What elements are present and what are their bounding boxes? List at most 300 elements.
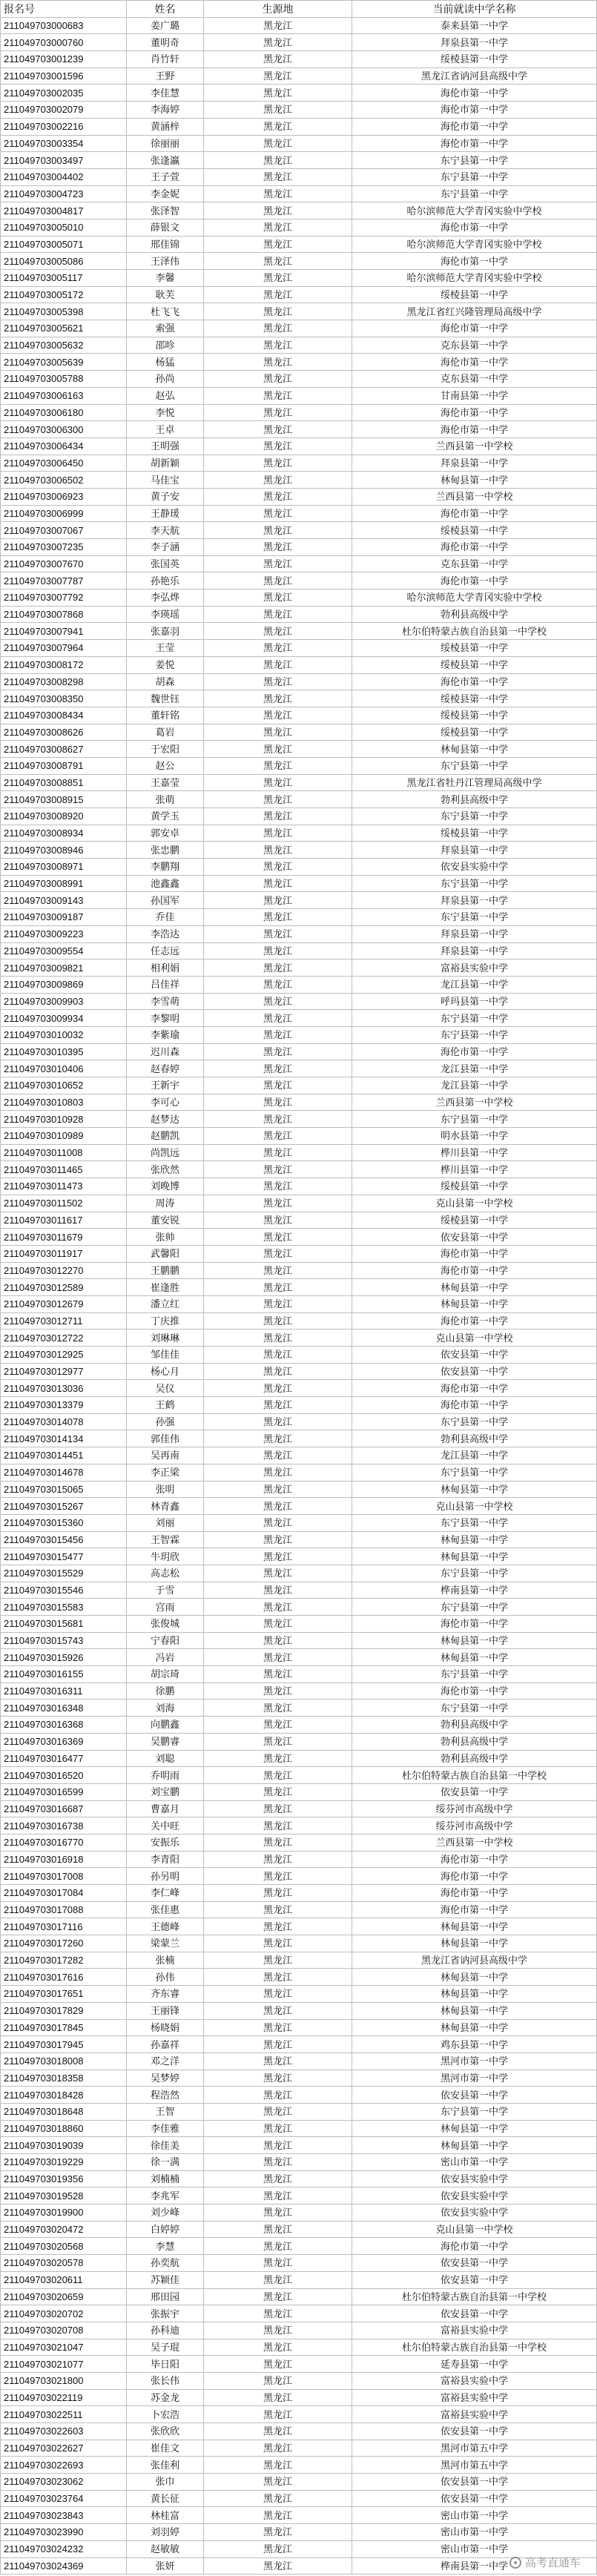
table-row — [1, 1868, 597, 1885]
cell-name: 王嘉莹 — [127, 775, 204, 791]
cell-registration-number: 211049703010395 — [1, 1044, 127, 1060]
cell-name: 吴子琨 — [127, 2339, 204, 2356]
cell-name: 索强 — [127, 320, 204, 337]
table-row — [1, 943, 597, 960]
cell-school: 东宁县第一中学 — [352, 1111, 597, 1127]
cell-school: 依安县第一中学 — [352, 2491, 597, 2507]
cell-school: 克山县第一中学校 — [352, 1330, 597, 1346]
cell-origin: 黑龙江 — [204, 85, 352, 101]
cell-name: 李仁峰 — [127, 1885, 204, 1901]
cell-registration-number: 211049703006502 — [1, 472, 127, 488]
cell-origin: 黑龙江 — [204, 2222, 352, 2238]
cell-school: 依安县第一中学 — [352, 2305, 597, 2322]
cell-name: 梁蒙兰 — [127, 1935, 204, 1952]
cell-registration-number: 211049703011465 — [1, 1161, 127, 1178]
cell-school: 杜尔伯特蒙古族自治县第一中学校 — [352, 2339, 597, 2356]
cell-school: 林甸县第一中学 — [352, 2003, 597, 2019]
cell-registration-number: 211049703012270 — [1, 1263, 127, 1279]
cell-registration-number: 211049703014078 — [1, 1414, 127, 1430]
table-row — [1, 2373, 597, 2390]
cell-origin: 黑龙江 — [204, 1868, 352, 1884]
cell-origin: 黑龙江 — [204, 2541, 352, 2557]
cell-name: 王智 — [127, 2104, 204, 2120]
table-row — [1, 1313, 597, 1330]
cell-school: 黑河市第五中学 — [352, 2457, 597, 2473]
cell-school: 黑龙江省红兴隆管理局高级中学 — [352, 303, 597, 320]
cell-origin: 黑龙江 — [204, 1784, 352, 1800]
cell-school: 海伦市第一中学 — [352, 320, 597, 337]
table-row — [1, 85, 597, 102]
cell-origin: 黑龙江 — [204, 2423, 352, 2440]
cell-origin: 黑龙江 — [204, 1515, 352, 1531]
cell-origin: 黑龙江 — [204, 506, 352, 522]
cell-name: 潘立红 — [127, 1296, 204, 1312]
table-row — [1, 506, 597, 523]
cell-name: 孙科迪 — [127, 2322, 204, 2339]
cell-registration-number: 211049703015360 — [1, 1515, 127, 1531]
cell-origin: 黑龙江 — [204, 2053, 352, 2070]
cell-registration-number: 211049703020708 — [1, 2322, 127, 2339]
table-row — [1, 1498, 597, 1515]
cell-school: 黑河市第一中学 — [352, 2070, 597, 2087]
cell-school: 海伦市第一中学 — [352, 102, 597, 118]
cell-school: 林甸县第一中学 — [352, 1633, 597, 1649]
cell-name: 吕佳祥 — [127, 977, 204, 993]
table-row — [1, 388, 597, 405]
cell-registration-number: 211049703015529 — [1, 1565, 127, 1582]
cell-school: 依安县实验中学 — [352, 2205, 597, 2221]
cell-school: 依安县实验中学 — [352, 2171, 597, 2187]
table-row — [1, 758, 597, 775]
cell-origin: 黑龙江 — [204, 1952, 352, 1969]
cell-name: 吴梦婷 — [127, 2070, 204, 2087]
cell-name: 李天航 — [127, 522, 204, 538]
cell-name: 程浩然 — [127, 2087, 204, 2103]
cell-registration-number: 211049703001239 — [1, 51, 127, 67]
cell-origin: 黑龙江 — [204, 438, 352, 455]
cell-origin: 黑龙江 — [204, 1161, 352, 1178]
cell-registration-number: 211049703016599 — [1, 1784, 127, 1800]
table-row — [1, 2289, 597, 2306]
cell-registration-number: 211049703018358 — [1, 2070, 127, 2087]
cell-registration-number: 211049703014451 — [1, 1447, 127, 1464]
table-row — [1, 1952, 597, 1969]
cell-name: 关中旺 — [127, 1817, 204, 1834]
cell-school: 林甸县第一中学 — [352, 1935, 597, 1952]
cell-name: 崔逢胜 — [127, 1279, 204, 1295]
cell-origin: 黑龙江 — [204, 1548, 352, 1565]
cell-registration-number: 211049703008350 — [1, 690, 127, 707]
table-row — [1, 152, 597, 169]
cell-registration-number: 211049703020578 — [1, 2255, 127, 2271]
cell-name: 徐一满 — [127, 2154, 204, 2170]
table-row — [1, 707, 597, 724]
cell-registration-number: 211049703021077 — [1, 2356, 127, 2372]
cell-name: 李可心 — [127, 1094, 204, 1111]
cell-name: 李金妮 — [127, 186, 204, 202]
cell-name: 杨晓娟 — [127, 2020, 204, 2036]
cell-registration-number: 211049703008172 — [1, 657, 127, 673]
table-row — [1, 2272, 597, 2289]
cell-origin: 黑龙江 — [204, 2440, 352, 2457]
cell-registration-number: 211049703007868 — [1, 607, 127, 623]
cell-origin: 黑龙江 — [204, 219, 352, 236]
cell-name: 孙伟 — [127, 1969, 204, 1985]
cell-origin: 黑龙江 — [204, 2020, 352, 2036]
cell-name: 乔明雨 — [127, 1767, 204, 1783]
cell-registration-number: 211049703007792 — [1, 589, 127, 606]
cell-name: 胡新颖 — [127, 455, 204, 472]
cell-school: 黑龙江省讷河县高级中学 — [352, 1952, 597, 1969]
cell-school: 林甸县第一中学 — [352, 2137, 597, 2153]
cell-name: 王鹤 — [127, 1397, 204, 1413]
cell-registration-number: 211049703021047 — [1, 2339, 127, 2356]
cell-registration-number: 211049703009903 — [1, 994, 127, 1010]
cell-school: 依安县第一中学 — [352, 2087, 597, 2103]
cell-registration-number: 211049703005071 — [1, 237, 127, 253]
cell-registration-number: 211049703009554 — [1, 943, 127, 960]
cell-school: 东宁县第一中学 — [352, 876, 597, 892]
cell-school: 富裕县实验中学 — [352, 2406, 597, 2423]
cell-name: 李海婷 — [127, 102, 204, 118]
cell-origin: 黑龙江 — [204, 1178, 352, 1195]
cell-registration-number: 211049703014134 — [1, 1430, 127, 1447]
cell-registration-number: 211049703022627 — [1, 2440, 127, 2457]
cell-name: 李馨 — [127, 270, 204, 286]
watermark — [509, 2554, 581, 2570]
cell-registration-number: 211049703015456 — [1, 1532, 127, 1548]
cell-school: 密山市第一中学 — [352, 2507, 597, 2523]
cell-school: 林甸县第一中学 — [352, 472, 597, 488]
table-row — [1, 690, 597, 707]
cell-name: 李佳慧 — [127, 85, 204, 101]
cell-school: 兰西县第一中学校 — [352, 438, 597, 455]
table-row — [1, 219, 597, 237]
table-row — [1, 303, 597, 320]
cell-name: 郭安卓 — [127, 825, 204, 842]
cell-school: 海伦市第一中学 — [352, 1683, 597, 1700]
cell-registration-number: 211049703008434 — [1, 707, 127, 724]
cell-school: 海伦市第一中学 — [352, 1313, 597, 1330]
cell-origin: 黑龙江 — [204, 1935, 352, 1952]
cell-registration-number: 211049703020472 — [1, 2222, 127, 2238]
cell-registration-number: 211049703017945 — [1, 2036, 127, 2052]
cell-school: 克东县第一中学 — [352, 556, 597, 572]
cell-school: 龙江县第一中学 — [352, 977, 597, 993]
table-row — [1, 2003, 597, 2020]
cell-registration-number: 211049703011679 — [1, 1229, 127, 1245]
cell-registration-number: 211049703010652 — [1, 1077, 127, 1094]
cell-name: 魏世钰 — [127, 690, 204, 707]
cell-school: 克山县第一中学校 — [352, 1195, 597, 1212]
cell-name: 王智霖 — [127, 1532, 204, 1548]
cell-school: 兰西县第一中学校 — [352, 1834, 597, 1851]
cell-name: 李雪萌 — [127, 994, 204, 1010]
cell-origin: 黑龙江 — [204, 1633, 352, 1649]
cell-name: 李佳雅 — [127, 2121, 204, 2137]
cell-school: 龙江县第一中学 — [352, 1447, 597, 1464]
table-row — [1, 1464, 597, 1482]
cell-school: 克东县第一中学 — [352, 371, 597, 387]
cell-school: 东宁县第一中学 — [352, 758, 597, 774]
cell-school: 依安县第一中学 — [352, 1364, 597, 1380]
table-row — [1, 2222, 597, 2239]
cell-registration-number: 211049703016369 — [1, 1734, 127, 1750]
cell-origin: 黑龙江 — [204, 2036, 352, 2052]
table-row — [1, 2255, 597, 2272]
cell-school: 桦川县第一中学 — [352, 1145, 597, 1161]
cell-registration-number: 211049703023843 — [1, 2507, 127, 2523]
cell-origin: 黑龙江 — [204, 1010, 352, 1026]
table-row — [1, 421, 597, 438]
cell-name: 吴鹏睿 — [127, 1734, 204, 1750]
cell-registration-number: 211049703006434 — [1, 438, 127, 455]
cell-school: 依安县第一中学 — [352, 1229, 597, 1245]
cell-school: 富裕县实验中学 — [352, 2390, 597, 2406]
table-row — [1, 1902, 597, 1919]
cell-school: 绥棱县第一中学 — [352, 707, 597, 724]
cell-registration-number: 211049703004817 — [1, 202, 127, 219]
table-row — [1, 1364, 597, 1381]
table-row — [1, 1852, 597, 1869]
cell-name: 向鹏鑫 — [127, 1717, 204, 1733]
cell-school: 海伦市第一中学 — [352, 1246, 597, 1262]
table-row — [1, 607, 597, 624]
cell-origin: 黑龙江 — [204, 2205, 352, 2221]
cell-registration-number: 211049703005621 — [1, 320, 127, 337]
cell-name: 宁春阳 — [127, 1633, 204, 1649]
cell-school: 克山县第一中学校 — [352, 1498, 597, 1514]
cell-school: 东宁县第一中学 — [352, 1565, 597, 1582]
cell-registration-number: 211049703015743 — [1, 1633, 127, 1649]
cell-registration-number: 211049703023062 — [1, 2474, 127, 2490]
cell-registration-number: 211049703000683 — [1, 18, 127, 34]
cell-school: 海伦市第一中学 — [352, 119, 597, 135]
cell-origin: 黑龙江 — [204, 2187, 352, 2204]
cell-origin: 黑龙江 — [204, 1683, 352, 1700]
cell-origin: 黑龙江 — [204, 2070, 352, 2087]
cell-origin: 黑龙江 — [204, 2171, 352, 2187]
table-row — [1, 572, 597, 589]
cell-registration-number: 211049703009934 — [1, 1010, 127, 1026]
cell-name: 张国英 — [127, 556, 204, 572]
cell-origin: 黑龙江 — [204, 1111, 352, 1127]
cell-origin: 黑龙江 — [204, 926, 352, 942]
cell-name: 胡森 — [127, 674, 204, 690]
cell-origin: 黑龙江 — [204, 455, 352, 472]
cell-name: 赵公 — [127, 758, 204, 774]
cell-registration-number: 211049703008971 — [1, 859, 127, 875]
table-row — [1, 791, 597, 808]
cell-school: 依安县第一中学 — [352, 2474, 597, 2490]
table-row — [1, 1666, 597, 1683]
cell-name: 赵梦达 — [127, 1111, 204, 1127]
table-row — [1, 2558, 597, 2575]
cell-registration-number: 211049703010928 — [1, 1111, 127, 1127]
cell-school: 杜尔伯特蒙古族自治县第一中学校 — [352, 623, 597, 639]
table-row — [1, 2205, 597, 2222]
table-row — [1, 674, 597, 691]
cell-registration-number: 211049703016368 — [1, 1717, 127, 1733]
cell-school: 勃利县高级中学 — [352, 791, 597, 808]
cell-registration-number: 211049703013379 — [1, 1397, 127, 1413]
table-row — [1, 960, 597, 977]
cell-registration-number: 211049703008920 — [1, 808, 127, 825]
table-row — [1, 1784, 597, 1801]
cell-name: 刘丽 — [127, 1515, 204, 1531]
cell-school: 东宁县第一中学 — [352, 152, 597, 168]
cell-registration-number: 211049703008791 — [1, 758, 127, 774]
cell-origin: 黑龙江 — [204, 2558, 352, 2575]
cell-origin: 黑龙江 — [204, 354, 352, 370]
cell-name: 孙尚 — [127, 371, 204, 387]
table-row — [1, 2036, 597, 2053]
cell-school: 密山市第一中学 — [352, 2154, 597, 2170]
cell-registration-number: 211049703010032 — [1, 1027, 127, 1043]
cell-name: 刘聪 — [127, 1751, 204, 1767]
cell-name: 黄涵梓 — [127, 119, 204, 135]
table-row — [1, 657, 597, 674]
cell-registration-number: 211049703016155 — [1, 1666, 127, 1682]
table-row — [1, 1515, 597, 1532]
cell-origin: 黑龙江 — [204, 1094, 352, 1111]
table-row — [1, 1834, 597, 1852]
table-row — [1, 2524, 597, 2541]
cell-registration-number: 211049703002216 — [1, 119, 127, 135]
cell-origin: 黑龙江 — [204, 1482, 352, 1498]
table-row — [1, 2104, 597, 2121]
cell-name: 孙嘉祥 — [127, 2036, 204, 2052]
cell-registration-number: 211049703017260 — [1, 1935, 127, 1952]
cell-school: 富裕县实验中学 — [352, 960, 597, 976]
cell-school: 兰西县第一中学校 — [352, 1094, 597, 1111]
cell-origin: 黑龙江 — [204, 842, 352, 858]
cell-origin: 黑龙江 — [204, 2003, 352, 2019]
table-row — [1, 1397, 597, 1414]
cell-name: 赵弘 — [127, 388, 204, 404]
cell-school: 东宁县第一中学 — [352, 909, 597, 925]
cell-school: 东宁县第一中学 — [352, 1010, 597, 1026]
table-row — [1, 859, 597, 876]
cell-name: 林青鑫 — [127, 1498, 204, 1514]
table-header-row — [1, 1, 597, 18]
cell-origin: 黑龙江 — [204, 2255, 352, 2271]
table-row — [1, 2440, 597, 2457]
cell-origin: 黑龙江 — [204, 2390, 352, 2406]
header-name: 姓名 — [127, 1, 204, 17]
table-row — [1, 102, 597, 119]
cell-origin: 黑龙江 — [204, 1918, 352, 1935]
table-row — [1, 1430, 597, 1447]
cell-origin: 黑龙江 — [204, 1380, 352, 1396]
cell-registration-number: 211049703007670 — [1, 556, 127, 572]
table-row — [1, 1548, 597, 1565]
cell-origin: 黑龙江 — [204, 1296, 352, 1312]
cell-registration-number: 211049703005632 — [1, 337, 127, 354]
cell-registration-number: 211049703016477 — [1, 1751, 127, 1767]
cell-origin: 黑龙江 — [204, 1128, 352, 1144]
cell-school: 东宁县第一中学 — [352, 1666, 597, 1682]
table-row — [1, 472, 597, 489]
table-row — [1, 337, 597, 354]
cell-registration-number: 211049703020611 — [1, 2272, 127, 2288]
cell-origin: 黑龙江 — [204, 607, 352, 623]
cell-registration-number: 211049703016918 — [1, 1852, 127, 1868]
cell-origin: 黑龙江 — [204, 758, 352, 774]
cell-name: 相利娟 — [127, 960, 204, 976]
table-row — [1, 724, 597, 742]
table-row — [1, 1263, 597, 1280]
table-row — [1, 1178, 597, 1195]
cell-school: 东宁县第一中学 — [352, 808, 597, 825]
cell-registration-number: 211049703006300 — [1, 421, 127, 437]
cell-registration-number: 211049703016311 — [1, 1683, 127, 1700]
cell-name: 徐佳美 — [127, 2137, 204, 2153]
cell-origin: 黑龙江 — [204, 623, 352, 639]
cell-origin: 黑龙江 — [204, 1852, 352, 1868]
cell-school: 依安县第一中学 — [352, 2423, 597, 2440]
cell-origin: 黑龙江 — [204, 51, 352, 67]
table-row — [1, 2187, 597, 2205]
table-row — [1, 909, 597, 926]
cell-registration-number: 211049703022603 — [1, 2423, 127, 2440]
cell-origin: 黑龙江 — [204, 2373, 352, 2389]
table-row — [1, 68, 597, 85]
table-row — [1, 1279, 597, 1296]
cell-registration-number: 211049703006450 — [1, 455, 127, 472]
cell-school: 拜泉县第一中学 — [352, 34, 597, 50]
cell-name: 董轩铭 — [127, 707, 204, 724]
table-row — [1, 1482, 597, 1499]
cell-school: 海伦市第一中学 — [352, 354, 597, 370]
cell-registration-number: 211049703019039 — [1, 2137, 127, 2153]
table-row — [1, 2322, 597, 2339]
cell-name: 邢佳锦 — [127, 237, 204, 253]
cell-origin: 黑龙江 — [204, 1700, 352, 1716]
table-row — [1, 1700, 597, 1717]
table-row — [1, 169, 597, 186]
cell-origin: 黑龙江 — [204, 522, 352, 538]
table-row — [1, 623, 597, 640]
cell-origin: 黑龙江 — [204, 405, 352, 421]
cell-name: 赵春婷 — [127, 1060, 204, 1077]
table-row — [1, 1801, 597, 1818]
cell-origin: 黑龙江 — [204, 1229, 352, 1245]
cell-origin: 黑龙江 — [204, 1313, 352, 1330]
cell-name: 邹佳佳 — [127, 1347, 204, 1363]
cell-origin: 黑龙江 — [204, 791, 352, 808]
cell-name: 苏颖佳 — [127, 2272, 204, 2288]
cell-registration-number: 211049703009223 — [1, 926, 127, 942]
cell-school: 依安县第一中学 — [352, 1784, 597, 1800]
cell-name: 王新宇 — [127, 1077, 204, 1094]
cell-name: 李悦 — [127, 405, 204, 421]
cell-school: 林甸县第一中学 — [352, 2121, 597, 2137]
cell-school: 绥棱县第一中学 — [352, 1212, 597, 1229]
table-row — [1, 1767, 597, 1784]
cell-registration-number: 211049703015477 — [1, 1548, 127, 1565]
cell-school: 密山市第一中学 — [352, 2541, 597, 2557]
cell-registration-number: 211049703018860 — [1, 2121, 127, 2137]
cell-name: 毕日阳 — [127, 2356, 204, 2372]
cell-registration-number: 211049703011502 — [1, 1195, 127, 1212]
cell-origin: 黑龙江 — [204, 1986, 352, 2002]
table-row — [1, 202, 597, 219]
cell-registration-number: 211049703022693 — [1, 2457, 127, 2473]
cell-registration-number: 211049703002079 — [1, 102, 127, 118]
cell-name: 王莹 — [127, 640, 204, 656]
cell-school: 依安县第一中学 — [352, 1347, 597, 1363]
